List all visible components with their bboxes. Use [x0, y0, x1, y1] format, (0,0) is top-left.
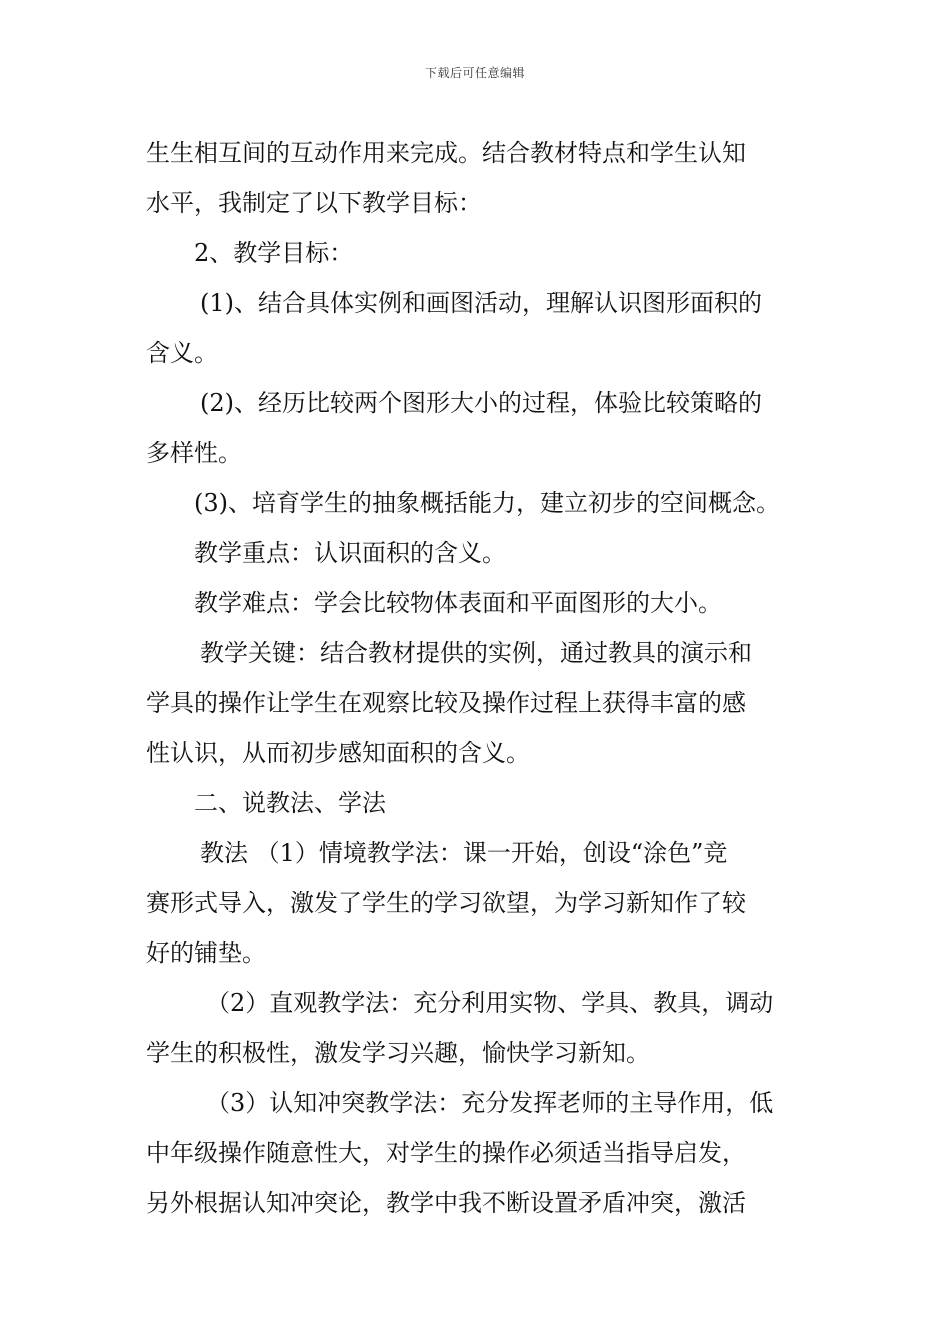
- section-heading: 二、说教法、学法: [194, 789, 386, 817]
- text-line: 好的铺垫。: [146, 939, 266, 967]
- text-line: 生生相互间的互动作用来完成。结合教材特点和学生认知: [146, 139, 746, 167]
- text-line: 性认识，从而初步感知面积的含义。: [146, 739, 530, 767]
- list-item: (2)、经历比较两个图形大小的过程，体验比较策略的: [200, 389, 762, 417]
- text-line: 教学重点：认识面积的含义。: [194, 539, 506, 567]
- text-line: 中年级操作随意性大，对学生的操作必须适当指导启发，: [146, 1139, 746, 1167]
- text-line: 另外根据认知冲突论，教学中我不断设置矛盾冲突，激活: [146, 1189, 746, 1217]
- text-line: 水平，我制定了以下教学目标：: [146, 189, 482, 217]
- list-item: （2）直观教学法：充分利用实物、学具、教具，调动: [206, 989, 774, 1017]
- text-line: 多样性。: [146, 439, 242, 467]
- text-line: 学生的积极性，激发学习兴趣，愉快学习新知。: [146, 1039, 650, 1067]
- page-header: 下载后可任意编辑: [424, 66, 525, 80]
- text-line: 含义。: [146, 339, 218, 367]
- list-item: (3)、培育学生的抽象概括能力，建立初步的空间概念。: [194, 489, 780, 517]
- text-line: 教学关键：结合教材提供的实例，通过教具的演示和: [200, 639, 752, 667]
- text-line: 教学难点：学会比较物体表面和平面图形的大小。: [194, 589, 722, 617]
- text-line: 教法 （1）情境教学法：课一开始，创设“涂色”竞: [200, 839, 728, 867]
- text-line: 赛形式导入，激发了学生的学习欲望，为学习新知作了较: [146, 889, 746, 917]
- text-line: 学具的操作让学生在观察比较及操作过程上获得丰富的感: [146, 689, 746, 717]
- list-item: （3）认知冲突教学法：充分发挥老师的主导作用，低: [206, 1089, 774, 1117]
- document-body: [146, 128, 816, 1228]
- list-item: (1)、结合具体实例和画图活动，理解认识图形面积的: [200, 289, 762, 317]
- section-heading: 2、教学目标：: [194, 239, 354, 267]
